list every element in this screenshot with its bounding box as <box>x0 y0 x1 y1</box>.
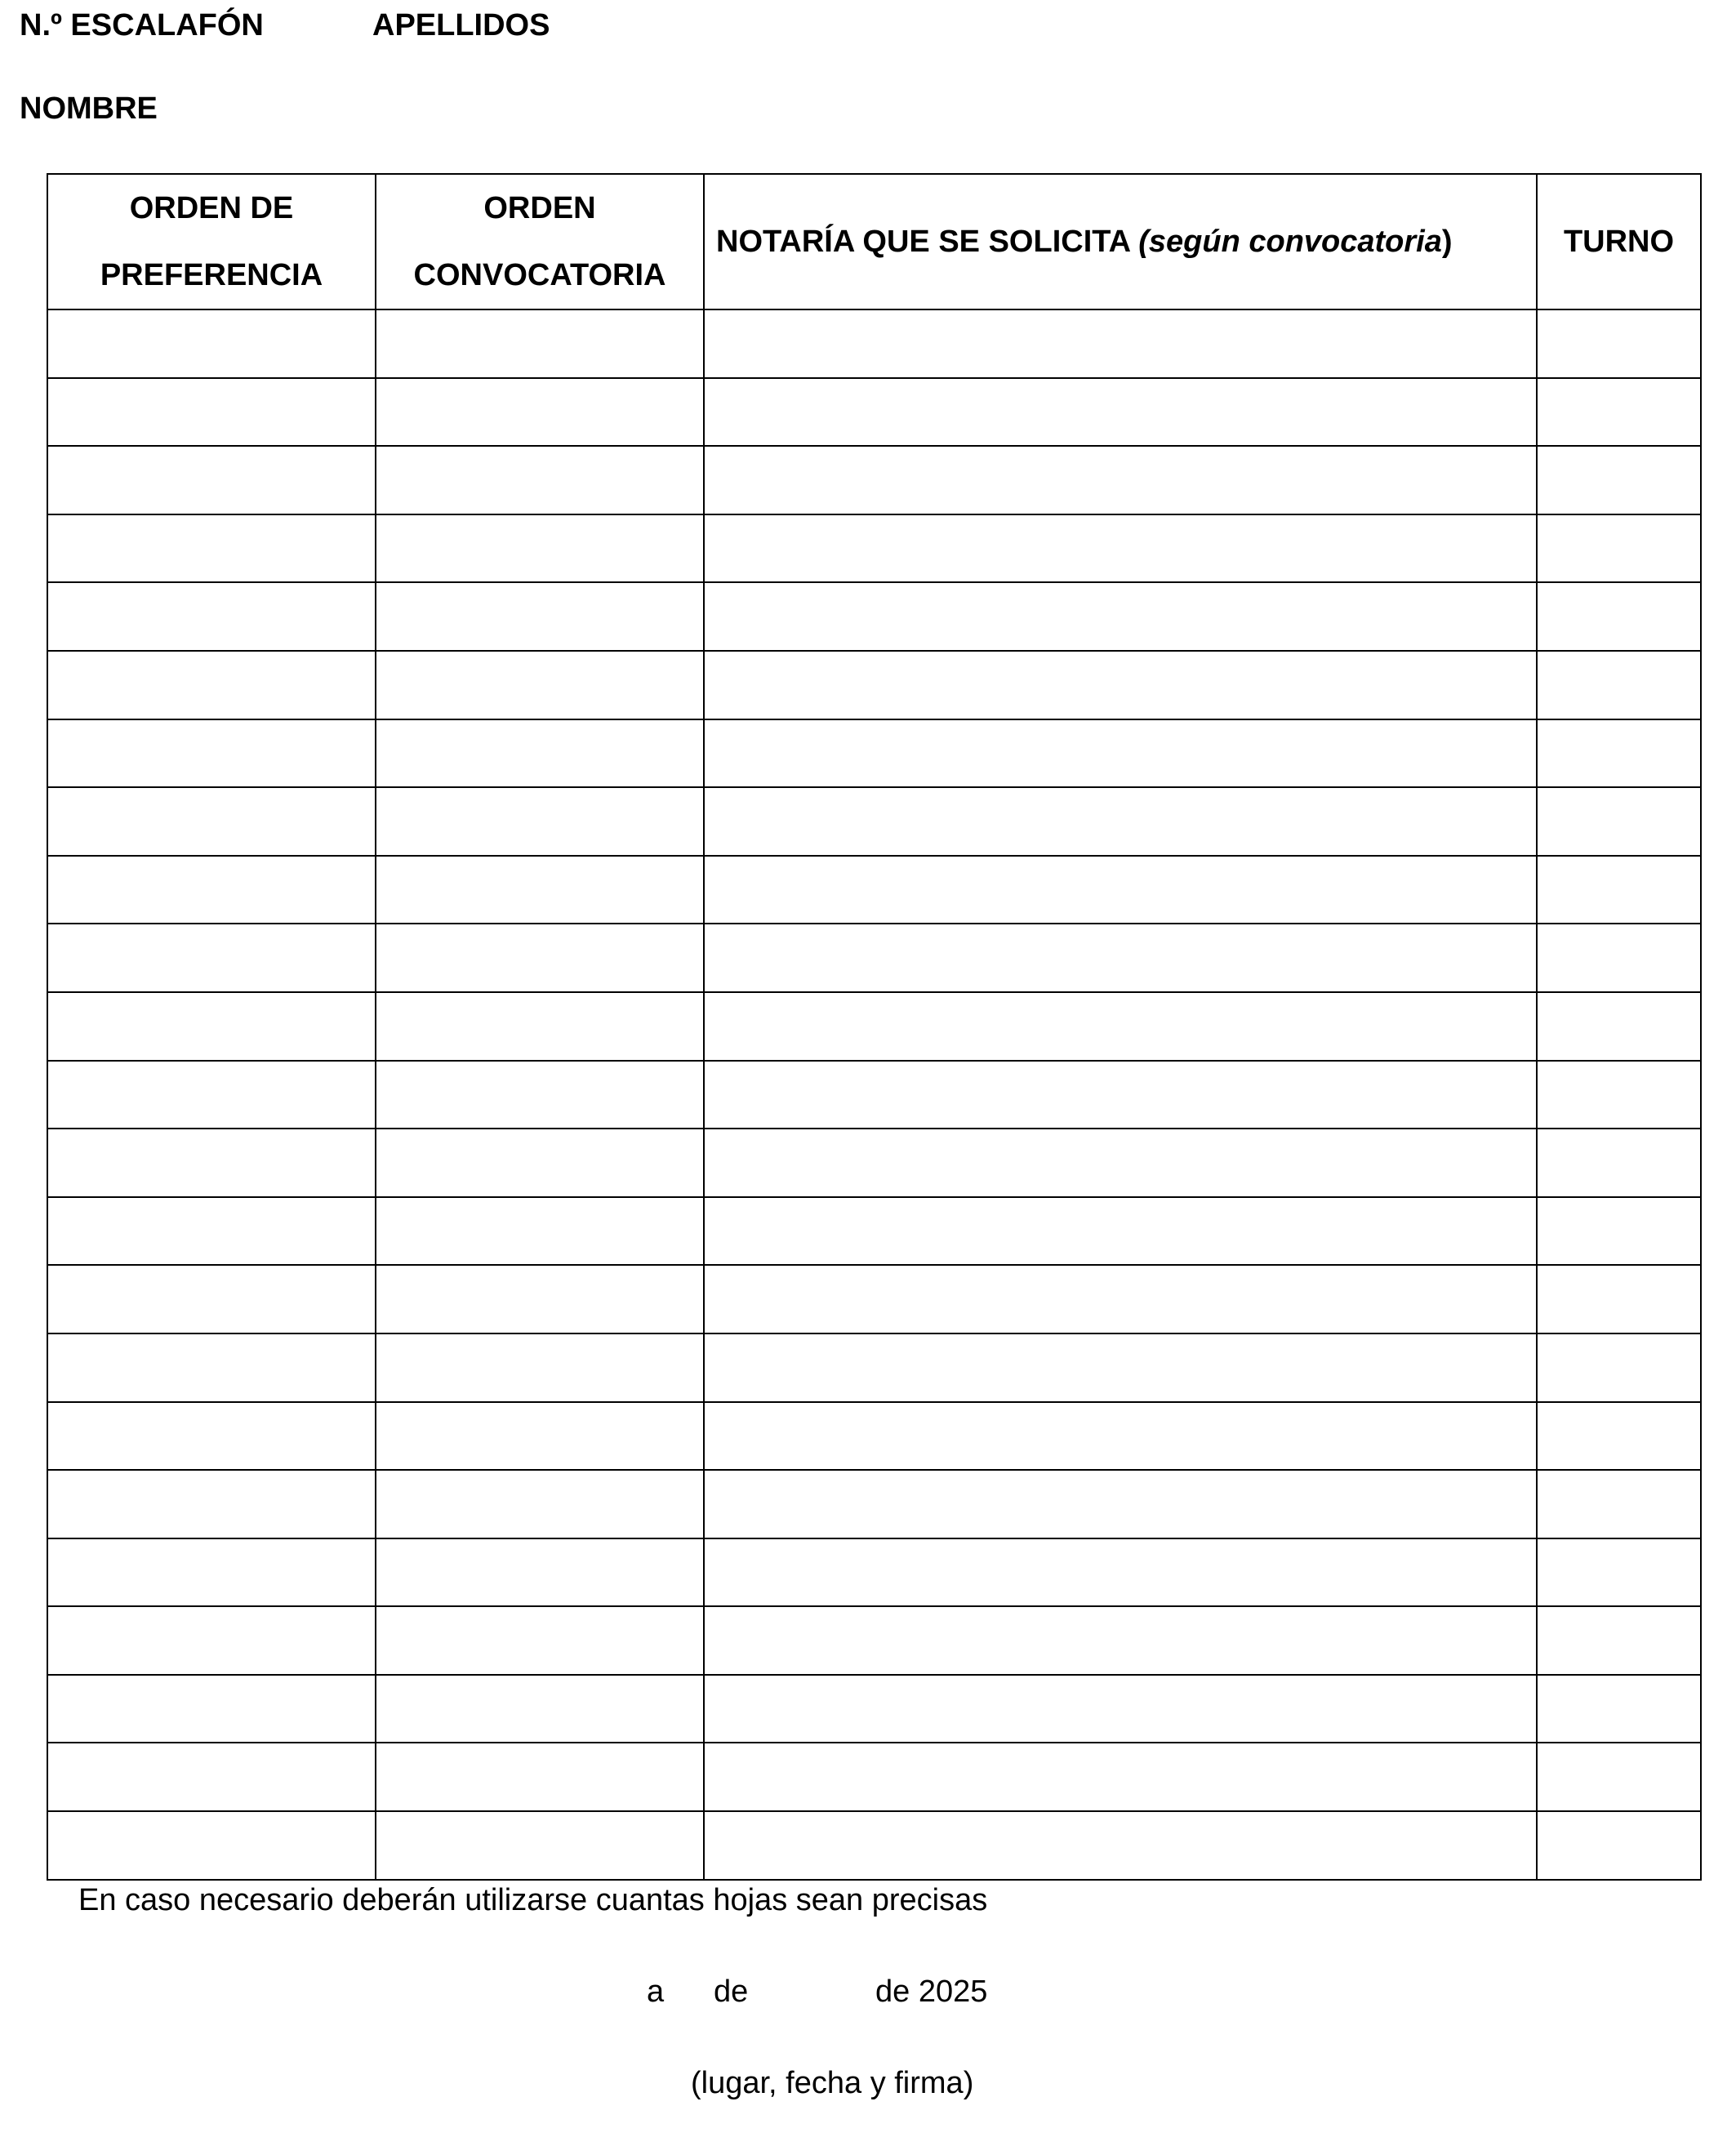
orden-convocatoria-cell[interactable] <box>376 1743 704 1811</box>
orden-convocatoria-cell[interactable] <box>376 1197 704 1266</box>
turno-cell[interactable] <box>1537 787 1701 856</box>
orden-preferencia-cell[interactable] <box>47 1811 376 1880</box>
nombre-label: NOMBRE <box>20 91 158 126</box>
notaria-cell[interactable] <box>704 582 1537 651</box>
date-de-label: de <box>714 1975 749 2009</box>
orden-preferencia-cell[interactable] <box>47 1265 376 1333</box>
orden-convocatoria-cell[interactable] <box>376 1402 704 1471</box>
table-row <box>47 1743 1701 1811</box>
orden-preferencia-cell[interactable] <box>47 309 376 378</box>
table-row <box>47 378 1701 447</box>
table-row <box>47 582 1701 651</box>
orden-preferencia-cell[interactable] <box>47 924 376 992</box>
preferences-table <box>47 173 1702 1881</box>
turno-cell[interactable] <box>1537 1197 1701 1266</box>
turno-cell[interactable] <box>1537 1333 1701 1402</box>
orden-convocatoria-cell[interactable] <box>376 582 704 651</box>
notaria-cell[interactable] <box>704 1743 1537 1811</box>
turno-cell[interactable] <box>1537 1743 1701 1811</box>
table-row <box>47 1402 1701 1471</box>
table-row <box>47 309 1701 378</box>
table-row <box>47 1538 1701 1607</box>
table-row <box>47 856 1701 924</box>
table-row <box>47 1129 1701 1197</box>
table-row <box>47 1333 1701 1402</box>
header-orden-preferencia-line1: ORDEN DE <box>129 191 294 225</box>
orden-preferencia-cell[interactable] <box>47 1197 376 1266</box>
notaria-cell[interactable] <box>704 1402 1537 1471</box>
turno-cell[interactable] <box>1537 582 1701 651</box>
notaria-cell[interactable] <box>704 1061 1537 1129</box>
table-row <box>47 1811 1701 1880</box>
table-row <box>47 1197 1701 1266</box>
orden-convocatoria-cell[interactable] <box>376 514 704 583</box>
orden-convocatoria-cell[interactable] <box>376 1470 704 1538</box>
turno-cell[interactable] <box>1537 1470 1701 1538</box>
notaria-cell[interactable] <box>704 992 1537 1061</box>
orden-convocatoria-cell[interactable] <box>376 1061 704 1129</box>
turno-cell[interactable] <box>1537 1538 1701 1607</box>
notaria-cell[interactable] <box>704 856 1537 924</box>
notaria-cell[interactable] <box>704 1333 1537 1402</box>
orden-convocatoria-cell[interactable] <box>376 378 704 447</box>
notaria-cell[interactable] <box>704 309 1537 378</box>
table-row <box>47 1265 1701 1333</box>
orden-preferencia-cell[interactable] <box>47 1129 376 1197</box>
header-notaria-paren-open: ( <box>1138 225 1149 259</box>
notaria-cell[interactable] <box>704 1197 1537 1266</box>
turno-cell[interactable] <box>1537 992 1701 1061</box>
orden-convocatoria-cell[interactable] <box>376 1811 704 1880</box>
header-orden-preferencia <box>47 174 376 309</box>
orden-preferencia-cell[interactable] <box>47 378 376 447</box>
orden-preferencia-cell[interactable] <box>47 651 376 719</box>
table-row <box>47 514 1701 583</box>
header-notaria-paren-close: ) <box>1441 225 1453 259</box>
orden-preferencia-cell[interactable] <box>47 446 376 514</box>
footer-note: En caso necesario deberán utilizarse cuantas hojas sean precisas <box>78 1883 988 1917</box>
signature-note: (lugar, fecha y firma) <box>691 2066 974 2100</box>
notaria-cell[interactable] <box>704 1811 1537 1880</box>
turno-cell[interactable] <box>1537 1402 1701 1471</box>
orden-convocatoria-cell[interactable] <box>376 992 704 1061</box>
turno-cell[interactable] <box>1537 446 1701 514</box>
notaria-cell[interactable] <box>704 1538 1537 1607</box>
header-orden-convocatoria-line1: ORDEN <box>483 191 596 225</box>
notaria-cell[interactable] <box>704 1129 1537 1197</box>
notaria-cell[interactable] <box>704 514 1537 583</box>
turno-cell[interactable] <box>1537 856 1701 924</box>
orden-preferencia-cell[interactable] <box>47 1606 376 1675</box>
orden-convocatoria-cell[interactable] <box>376 1129 704 1197</box>
header-notaria-main: NOTARÍA QUE SE SOLICITA <box>716 225 1139 259</box>
notaria-cell[interactable] <box>704 378 1537 447</box>
orden-convocatoria-cell[interactable] <box>376 856 704 924</box>
orden-convocatoria-cell[interactable] <box>376 1538 704 1607</box>
header-orden-preferencia-line2: PREFERENCIA <box>100 258 323 292</box>
orden-convocatoria-cell[interactable] <box>376 787 704 856</box>
orden-preferencia-cell[interactable] <box>47 856 376 924</box>
table-row <box>47 1470 1701 1538</box>
header-turno: TURNO <box>1537 174 1701 309</box>
notaria-cell[interactable] <box>704 719 1537 788</box>
table-row <box>47 1606 1701 1675</box>
date-a-label: a <box>647 1975 665 2009</box>
orden-preferencia-cell[interactable] <box>47 1675 376 1743</box>
header-notaria <box>704 174 1537 309</box>
orden-preferencia-cell[interactable] <box>47 514 376 583</box>
orden-convocatoria-cell[interactable] <box>376 924 704 992</box>
turno-cell[interactable] <box>1537 924 1701 992</box>
table-row <box>47 651 1701 719</box>
header-notaria-italic: según convocatoria <box>1148 225 1442 259</box>
orden-convocatoria-cell[interactable] <box>376 1606 704 1675</box>
notaria-cell[interactable] <box>704 1265 1537 1333</box>
orden-preferencia-cell[interactable] <box>47 1333 376 1402</box>
orden-convocatoria-cell[interactable] <box>376 1333 704 1402</box>
orden-convocatoria-cell[interactable] <box>376 309 704 378</box>
turno-cell[interactable] <box>1537 1811 1701 1880</box>
turno-cell[interactable] <box>1537 1129 1701 1197</box>
orden-convocatoria-cell[interactable] <box>376 719 704 788</box>
orden-convocatoria-cell[interactable] <box>376 1265 704 1333</box>
orden-preferencia-cell[interactable] <box>47 992 376 1061</box>
table-body <box>47 309 1701 1880</box>
turno-cell[interactable] <box>1537 309 1701 378</box>
orden-preferencia-cell[interactable] <box>47 787 376 856</box>
turno-cell[interactable] <box>1537 1675 1701 1743</box>
orden-convocatoria-cell[interactable] <box>376 651 704 719</box>
orden-preferencia-cell[interactable] <box>47 719 376 788</box>
notaria-cell[interactable] <box>704 446 1537 514</box>
turno-cell[interactable] <box>1537 1606 1701 1675</box>
table-row <box>47 1061 1701 1129</box>
table-header-row <box>47 174 1701 309</box>
turno-cell[interactable] <box>1537 378 1701 447</box>
table-row <box>47 719 1701 788</box>
table-row <box>47 446 1701 514</box>
orden-preferencia-cell[interactable] <box>47 582 376 651</box>
table-row <box>47 787 1701 856</box>
turno-cell[interactable] <box>1537 651 1701 719</box>
notaria-cell[interactable] <box>704 1470 1537 1538</box>
notaria-cell[interactable] <box>704 651 1537 719</box>
table-row <box>47 924 1701 992</box>
header-orden-convocatoria-line2: CONVOCATORIA <box>413 258 666 292</box>
turno-cell[interactable] <box>1537 1061 1701 1129</box>
apellidos-label: APELLIDOS <box>372 8 550 42</box>
table-row <box>47 1675 1701 1743</box>
orden-preferencia-cell[interactable] <box>47 1061 376 1129</box>
notaria-cell[interactable] <box>704 1606 1537 1675</box>
orden-convocatoria-cell[interactable] <box>376 446 704 514</box>
escalafon-label: N.º ESCALAFÓN <box>20 8 264 42</box>
notaria-cell[interactable] <box>704 1675 1537 1743</box>
turno-cell[interactable] <box>1537 1265 1701 1333</box>
turno-cell[interactable] <box>1537 514 1701 583</box>
turno-cell[interactable] <box>1537 719 1701 788</box>
orden-preferencia-cell[interactable] <box>47 1402 376 1471</box>
date-year-label: de 2025 <box>875 1975 988 2009</box>
header-orden-convocatoria <box>376 174 704 309</box>
orden-convocatoria-cell[interactable] <box>376 1675 704 1743</box>
orden-preferencia-cell[interactable] <box>47 1743 376 1811</box>
notaria-cell[interactable] <box>704 787 1537 856</box>
orden-preferencia-cell[interactable] <box>47 1470 376 1538</box>
notaria-cell[interactable] <box>704 924 1537 992</box>
table-row <box>47 992 1701 1061</box>
orden-preferencia-cell[interactable] <box>47 1538 376 1607</box>
